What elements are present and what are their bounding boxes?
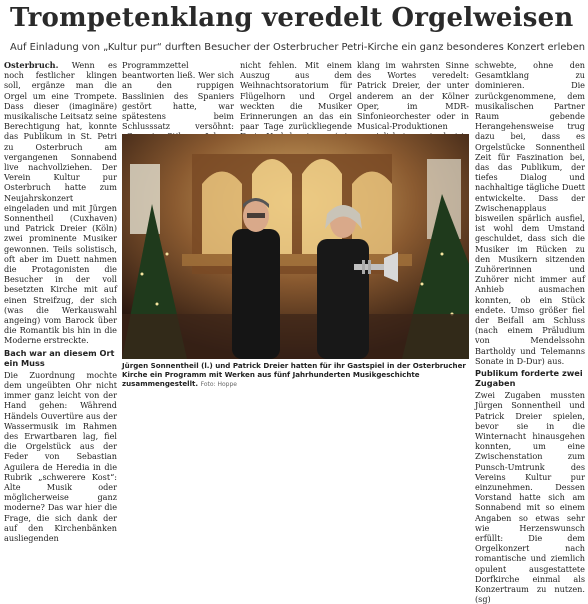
caption-text: Jürgen Sonnentheil (l.) und Patrick Dreier hatten für ihr Gastspiel in der Osterbrucher Kirche ein Programm mit Werken aus fünf Jahrhunderten Musikgeschichte zusammengestellt. [122,361,466,388]
paragraph: schwebte, ohne den Gesamtklang zu dominieren. Die zurückgenommene, dem musikalischen Partner Raum gebende Herangehensweise trug dazu bei, dass es Orgelstücke Sonnentheil Zeit für Faszination bei, das das Publikum, der tiefes Dialog und nachhaltige tägliche Duett entwickelte. Dass der Zwischenapplaus bisweilen spärlich ausfiel, ist wohl dem Umstand geschuldet, dass sich die Musiker im Rücken zu den Musikern sitzenden Zuhörerinnen und Zuhörer nicht immer auf Anhieb ausmachen konnten, ob ein Stück endete. Umso größer fiel der Beifall am Schluss (nach einem Präludium von Mendelssohn Bartholdy und Telemanns Sonate in D-Dur) aus. [475,60,585,366]
photo-caption [122,361,469,389]
dateline: Osterbruch. [4,60,59,70]
church-interior-image [122,134,469,359]
altar-icon [182,154,412,274]
paragraph: Zwei Zugaben mussten Jürgen Sonnentheil und Patrick Dreier spielen, bevor sie in die Winternacht hinausgehen konnten, um eine Zwischenstation zum Punsch-Umtrunk des Vereins Kultur pur einzunehmen. Dessen Vorstand hatte sich am Sonnabend mit so einem Angaben so etwas sehr wie Herzenswunsch erfüllt: Die dem Orgelkonzert nach romantische und ziemlich opulent ausgestattete Dorfkirche einmal als Konzertraum zu nutzen. (sg) [475,390,585,604]
column-subheading: Publikum forderte zwei Zugaben [475,368,583,389]
paragraph [4,60,117,346]
paragraph: klang im wahrsten Sinne des Wortes veredelt: Patrick Dreier, der unter anderem an der Kölner Oper, im MDR-Sinfonieorchester oder in Musical-Produktionen [357,60,469,132]
paragraph: Programmzettel beantworten ließ. Wer sich an den ruppigen Basslinien des Spaniers gestört hatte, war spätestens beim Schlusssatz versöhnt: [122,60,234,132]
article-headline: Trompetenklang veredelt Orgelweisen [10,3,574,33]
concert-photo [122,134,469,359]
photo-credit: Foto: Hoppe [200,381,237,388]
paragraph: Die Zuordnung mochte dem ungeübten Ohr nicht immer ganz leicht von der Hand gehen: Während Händels Ouvertüre aus der Wassermusik im Rahmen des Erwartbaren lag, fiel die Orgelstück aus der Feder von Sebastian Aguilera de Heredia in die Rubrik „schwerere Kost“: Alte Musik oder möglicherweise ganz moderne? Das war hier die Frage, die sich dank der auf den Kirchenbänken ausliegenden [4,369,117,543]
column-1 [4,60,117,543]
paragraph-text: Wenn es noch festlicher klingen soll, ergänze man die Orgel um eine Trompete. Dass dieser (imaginäre) musikalische Leitsatz seine Berechtigung hat, konnte das Publikum in St. Petri zu Osterbruch am vergangenen Sonnabend live nachvollziehen. Der Verein Kultur pur Osterbruch hatte zum Neujahrskonzert eingeladen und mit Jürgen Sonnentheil (Cuxhaven) und Patrick Dreier (Köln) zwei prominente Musiker gewonnen. Teils solistisch, oft aber im Duett nahmen die Protagonisten die Besucher in der voll besetzten Kirche mit auf einen Streifzug, der sich (was die Werkauswahl angeing) vom Barock über die Romantik bis hin in die Moderne erstreckte. [4,60,117,346]
article-subheadline: Auf Einladung von „Kultur pur“ durften Besucher der Osterbrucher Petri-Kirche ein ganz besonderes Konzert erleben [10,42,586,53]
column-5 [475,60,585,604]
column-subheading: Bach war an diesem Ort ein Muss [4,347,115,368]
paragraph: nicht fehlen. Mit einem Auszug aus dem Weihnachtsoratorium für Flügelhorn und Orgel weckten die Musiker Erinnerungen an das ein paar Tage zurückliegende [240,60,352,132]
